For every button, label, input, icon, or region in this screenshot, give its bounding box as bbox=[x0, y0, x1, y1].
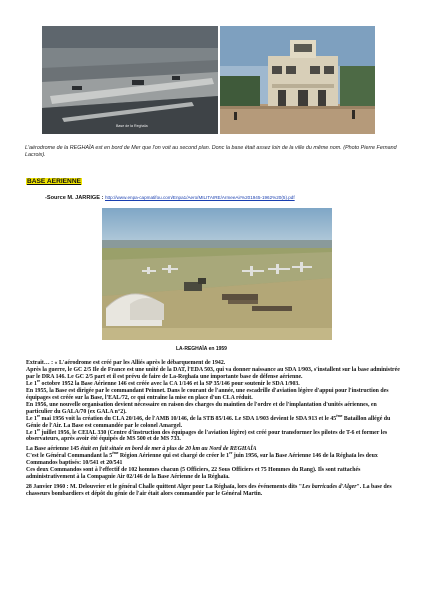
paragraph-2: Après la guerre, le GC 2/5 Ile de France est une unité de la DAT, l'EDA 503, qui va donner naissance au SDA 1/903, s'installent sur la base administrée par le DRA 146. Le GC 2/5 part et il est prévu de faire de La-Reghaïa une importante base de défense aérienne. bbox=[26, 366, 400, 380]
paragraph-8: La Base aérienne 145 était en fait située en bord de mer à plus de 20 km au Nord de REGHAÏA bbox=[26, 446, 257, 453]
paragraph-4: En 1955, la Base est dirigée par le commandant Peinnet. Dans le courant de l'année, une escadrille d'aviation légère d'appui pour l'instruction des équipages est créée sur la Base, l'EAL/72, ce qui entraîne la mise en place d'un CLA réduit. bbox=[26, 387, 389, 401]
aerial-photo bbox=[42, 26, 218, 134]
article-body bbox=[26, 360, 401, 498]
paragraph-11: 28 Janvier 1960 : M. Delouvrier et le général Challe quittent Alger pour La Réghaïa, lors des événements dits "Les barricades d'Alger". La base des chasseurs bombardiers et dépôt du génie de l'air était alors commandée par le Général Martin. bbox=[26, 484, 392, 498]
paragraph-7: Le 1er juillet 1956, le CEIAL 330 (Centre d'instruction des équipages de l'aviation légère) est créé pour transformer les pilotes de T-6 et former les observateurs, après avoir été équipés de MS 500 et de MS 733. bbox=[26, 427, 388, 443]
source-line bbox=[45, 195, 295, 201]
airfield-photo bbox=[102, 208, 332, 340]
building-photo bbox=[220, 26, 375, 134]
source-label: -Source M. JARRIGE : bbox=[45, 195, 104, 201]
paragraph-3: Le 1er octobre 1952 la Base Aérienne 146 est créée avec la CA 1/146 et la SP 35/146 pour soutenir le SDA 1/903. bbox=[26, 378, 300, 387]
paragraph-9: C'est le Général Commandant la 5ème Région Aérienne qui est chargé de créer le 1er juin 1956, sur la Base Aérienne 146 de la Réghaïa les deux Commandos baptisés: 10/541 et 20/541 bbox=[26, 451, 378, 467]
paragraph-1: Extrait… : « L'aérodrome est créé par les Alliés après le débarquement de 1942. bbox=[26, 360, 226, 366]
photo-caption-top: L'aérodrome de la REGHAÏA est en bord de Mer que l'on voit au second plan. Donc la base était assez loin de la ville du même nom. (Photo Pierre Fernand Lacroix). bbox=[25, 145, 397, 158]
section-title: BASE AERIENNE bbox=[27, 178, 81, 185]
paragraph-10: Ces deux Commandos sont à l'effectif de 102 hommes chacun (5 Officiers, 22 Sous Officiers et 75 Hommes du Rang). Ils sont rattachés administrativement à la Compagnie Air 02/146 de la Base Aérienne de la Réghaïa. bbox=[26, 467, 361, 481]
paragraph-6: Le 1er mai 1956 voit la création du CLA 20/146, de l'AMB 10/146, de la STB 85/146. Le SDA 1/903 devient le SDA 913 et le 45ème Bataillon allégé du Génie de l'Air. La Base est commandée par le colonel Amargel. bbox=[26, 413, 391, 429]
airfield-photo-caption: LA-REGHAÏA en 1959 bbox=[176, 346, 227, 352]
paragraph-5: En 1956, une nouvelle organisation devient nécessaire en raison des charges du maintien de l'ordre et de l'implantation d'unités aériennes, en particulier du GALA/70 (ex GALA n°2). bbox=[26, 401, 377, 415]
aerial-photo-label: Base de la Reghaïa bbox=[116, 124, 148, 128]
source-link[interactable]: http://www.enpa-capmatifou.com/Enpa1/Aero/MILITAIRE/ArmeeAir%201945-1962%20(5).pdf bbox=[105, 195, 295, 200]
